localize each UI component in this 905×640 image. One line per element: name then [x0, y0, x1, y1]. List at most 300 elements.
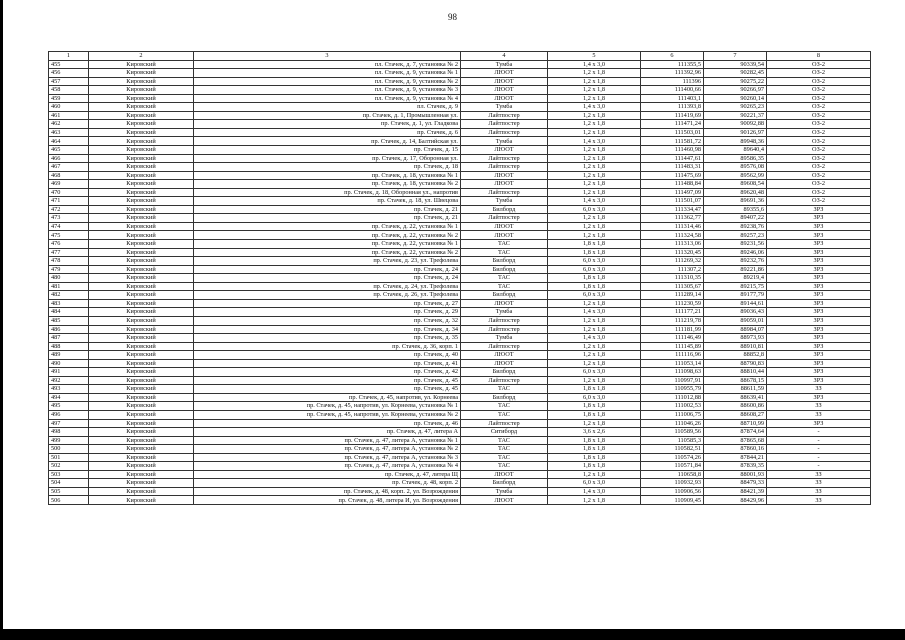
- address-cell: пр. Стачек, д. 47, литера А, установка № 2: [194, 445, 461, 454]
- coord-x-cell: 111497,09: [641, 188, 704, 197]
- table-row: [49, 351, 871, 360]
- district-cell: Кировский: [89, 103, 194, 112]
- structure-type-cell: Лайтпостер: [461, 120, 548, 129]
- district-cell: Кировский: [89, 445, 194, 454]
- size-cell: 6,0 x 3,0: [548, 479, 641, 488]
- coord-y-cell: 89144,61: [704, 299, 767, 308]
- district-cell: Кировский: [89, 137, 194, 146]
- zone-cell: ЗРЗ: [767, 214, 871, 223]
- coord-x-cell: 111269,32: [641, 257, 704, 266]
- row-number-cell: 465: [49, 146, 89, 155]
- table-row: [49, 86, 871, 95]
- coord-y-cell: 87865,68: [704, 436, 767, 445]
- table-row: [49, 496, 871, 505]
- size-cell: 1,2 x 1,8: [548, 214, 641, 223]
- row-number-cell: 502: [49, 462, 89, 471]
- coord-y-cell: 90339,54: [704, 60, 767, 69]
- coord-x-cell: 111289,14: [641, 291, 704, 300]
- table-header-row: [49, 52, 871, 61]
- zone-cell: ЗРЗ: [767, 248, 871, 257]
- district-cell: Кировский: [89, 419, 194, 428]
- address-cell: пр. Стачек, д. 17, Оборонная ул.: [194, 154, 461, 163]
- address-cell: пр. Стачек, д. 42: [194, 368, 461, 377]
- coord-x-cell: 111181,99: [641, 325, 704, 334]
- coord-x-cell: 111098,63: [641, 368, 704, 377]
- row-number-cell: 460: [49, 103, 89, 112]
- size-cell: 1,2 x 1,8: [548, 188, 641, 197]
- coord-y-cell: 90126,97: [704, 128, 767, 137]
- zone-cell: ОЗ-2: [767, 154, 871, 163]
- address-cell: пр. Стачек, д. 36, корп. 1: [194, 342, 461, 351]
- table-row: [49, 231, 871, 240]
- row-number-cell: 497: [49, 419, 89, 428]
- table-row: [49, 137, 871, 146]
- size-cell: 1,4 x 3,0: [548, 137, 641, 146]
- row-number-cell: 480: [49, 274, 89, 283]
- zone-cell: ЗРЗ: [767, 393, 871, 402]
- structure-type-cell: Билборд: [461, 265, 548, 274]
- zone-cell: -: [767, 445, 871, 454]
- address-cell: пр. Стачек, д. 47, литера А, установка № 4: [194, 462, 461, 471]
- row-number-cell: 461: [49, 111, 89, 120]
- row-number-cell: 462: [49, 120, 89, 129]
- district-cell: Кировский: [89, 222, 194, 231]
- table-row: [49, 257, 871, 266]
- header-cell: 6: [641, 52, 704, 61]
- coord-x-cell: 111145,89: [641, 342, 704, 351]
- coord-y-cell: 89608,54: [704, 180, 767, 189]
- address-cell: пр. Стачек, д. 47, литера А, установка № 1: [194, 436, 461, 445]
- row-number-cell: 456: [49, 69, 89, 78]
- district-cell: Кировский: [89, 111, 194, 120]
- row-number-cell: 494: [49, 393, 89, 402]
- size-cell: 1,4 x 3,0: [548, 60, 641, 69]
- coord-y-cell: 88479,33: [704, 479, 767, 488]
- structure-type-cell: ТАС: [461, 248, 548, 257]
- zone-cell: ЗРЗ: [767, 376, 871, 385]
- structure-type-cell: Лайтпостер: [461, 325, 548, 334]
- size-cell: 1,2 x 1,8: [548, 325, 641, 334]
- address-cell: пр. Стачек, д. 15: [194, 146, 461, 155]
- row-number-cell: 492: [49, 376, 89, 385]
- coord-x-cell: 110582,51: [641, 445, 704, 454]
- address-cell: пр. Стачек, д. 34: [194, 325, 461, 334]
- table-row: [49, 128, 871, 137]
- table-row: [49, 103, 871, 112]
- coord-y-cell: 89215,75: [704, 282, 767, 291]
- coord-y-cell: 89407,22: [704, 214, 767, 223]
- structure-type-cell: ЛЮОТ: [461, 231, 548, 240]
- table-row: [49, 479, 871, 488]
- zone-cell: ЗРЗ: [767, 240, 871, 249]
- district-cell: Кировский: [89, 265, 194, 274]
- coord-x-cell: 111146,49: [641, 334, 704, 343]
- zone-cell: ЗРЗ: [767, 222, 871, 231]
- coord-y-cell: 88600,86: [704, 402, 767, 411]
- zone-cell: ОЗ-2: [767, 163, 871, 172]
- structure-type-cell: Тумба: [461, 334, 548, 343]
- structure-type-cell: ЛЮОТ: [461, 470, 548, 479]
- row-number-cell: 500: [49, 445, 89, 454]
- zone-cell: ОЗ-2: [767, 111, 871, 120]
- row-number-cell: 477: [49, 248, 89, 257]
- district-cell: Кировский: [89, 163, 194, 172]
- coord-y-cell: 88910,81: [704, 342, 767, 351]
- coord-x-cell: 111392,96: [641, 69, 704, 78]
- structure-type-cell: Лайтпостер: [461, 214, 548, 223]
- coord-y-cell: 88973,93: [704, 334, 767, 343]
- zone-cell: ЗРЗ: [767, 265, 871, 274]
- coord-y-cell: 88984,07: [704, 325, 767, 334]
- address-cell: пр. Стачек, д. 18, Оборонная ул., напротив: [194, 188, 461, 197]
- district-cell: Кировский: [89, 291, 194, 300]
- coord-x-cell: 111305,67: [641, 282, 704, 291]
- address-cell: пл. Стачек, д. 9, установка № 1: [194, 69, 461, 78]
- zone-cell: ОЗ-2: [767, 197, 871, 206]
- district-cell: Кировский: [89, 154, 194, 163]
- table-row: [49, 376, 871, 385]
- row-number-cell: 498: [49, 428, 89, 437]
- table-row: [49, 240, 871, 249]
- coord-x-cell: 110571,84: [641, 462, 704, 471]
- address-cell: пл. Стачек, д. 9, установка № 4: [194, 94, 461, 103]
- table-row: [49, 393, 871, 402]
- coord-y-cell: 89059,01: [704, 316, 767, 325]
- zone-cell: ЗРЗ: [767, 231, 871, 240]
- table-row: [49, 299, 871, 308]
- coord-x-cell: 110658,8: [641, 470, 704, 479]
- row-number-cell: 491: [49, 368, 89, 377]
- coord-x-cell: 111230,59: [641, 299, 704, 308]
- district-cell: Кировский: [89, 77, 194, 86]
- coord-y-cell: 89355,6: [704, 205, 767, 214]
- district-cell: Кировский: [89, 325, 194, 334]
- table-row: [49, 325, 871, 334]
- district-cell: Кировский: [89, 180, 194, 189]
- coord-x-cell: 110955,79: [641, 385, 704, 394]
- address-cell: пр. Стачек, д. 22, установка № 1: [194, 240, 461, 249]
- row-number-cell: 471: [49, 197, 89, 206]
- size-cell: 6,0 x 3,0: [548, 265, 641, 274]
- address-cell: пр. Стачек, д. 18, установка № 2: [194, 180, 461, 189]
- scan-left-edge: [0, 0, 3, 640]
- table-row: [49, 274, 871, 283]
- table-row: [49, 462, 871, 471]
- row-number-cell: 493: [49, 385, 89, 394]
- address-cell: пр. Стачек, д. 1, ул. Гладкова: [194, 120, 461, 129]
- coord-x-cell: 111419,69: [641, 111, 704, 120]
- address-cell: пр. Стачек, д. 27: [194, 299, 461, 308]
- row-number-cell: 475: [49, 231, 89, 240]
- district-cell: Кировский: [89, 470, 194, 479]
- coord-x-cell: 111324,58: [641, 231, 704, 240]
- table-row: [49, 163, 871, 172]
- district-cell: Кировский: [89, 479, 194, 488]
- table-row: [49, 146, 871, 155]
- coord-x-cell: 111471,24: [641, 120, 704, 129]
- table-row: [49, 291, 871, 300]
- address-cell: пр. Стачек, д. 48, корп. 2, ул. Возрождения: [194, 487, 461, 496]
- size-cell: 3,6 x 2,6: [548, 428, 641, 437]
- address-cell: пр. Стачек, д. 24: [194, 274, 461, 283]
- row-number-cell: 455: [49, 60, 89, 69]
- table-row: [49, 428, 871, 437]
- size-cell: 1,2 x 1,8: [548, 86, 641, 95]
- size-cell: 1,2 x 1,8: [548, 171, 641, 180]
- zone-cell: ОЗ-2: [767, 180, 871, 189]
- table-row: [49, 214, 871, 223]
- coord-y-cell: 87874,64: [704, 428, 767, 437]
- size-cell: 1,8 x 1,8: [548, 410, 641, 419]
- structure-type-cell: ТАС: [461, 445, 548, 454]
- zone-cell: ОЗ-2: [767, 60, 871, 69]
- structure-type-cell: ЛЮОТ: [461, 299, 548, 308]
- address-cell: пл. Стачек, д. 9, установка № 2: [194, 77, 461, 86]
- coord-x-cell: 111581,72: [641, 137, 704, 146]
- size-cell: 1,2 x 1,8: [548, 342, 641, 351]
- coord-x-cell: 111501,07: [641, 197, 704, 206]
- size-cell: 1,2 x 1,8: [548, 351, 641, 360]
- coord-y-cell: 87860,16: [704, 445, 767, 454]
- coord-x-cell: 111393,8: [641, 103, 704, 112]
- header-cell: 5: [548, 52, 641, 61]
- district-cell: Кировский: [89, 274, 194, 283]
- table-row: [49, 205, 871, 214]
- structure-type-cell: Ситиборд: [461, 428, 548, 437]
- address-cell: пр. Стачек, д. 45, напротив, ул. Корнеева, установка № 1: [194, 402, 461, 411]
- table-row: [49, 180, 871, 189]
- district-cell: Кировский: [89, 496, 194, 505]
- size-cell: 1,8 x 1,8: [548, 248, 641, 257]
- size-cell: 1,4 x 3,0: [548, 334, 641, 343]
- address-cell: пр. Стачек, д. 48, корп. 2: [194, 479, 461, 488]
- address-cell: пр. Стачек, д. 45: [194, 385, 461, 394]
- district-cell: Кировский: [89, 376, 194, 385]
- structure-type-cell: Лайтпостер: [461, 342, 548, 351]
- table-row: [49, 487, 871, 496]
- size-cell: 6,0 x 3,0: [548, 393, 641, 402]
- size-cell: 1,2 x 1,8: [548, 120, 641, 129]
- zone-cell: ОЗ-2: [767, 77, 871, 86]
- scan-bottom-edge: [0, 629, 905, 640]
- row-number-cell: 458: [49, 86, 89, 95]
- district-cell: Кировский: [89, 487, 194, 496]
- coord-y-cell: 88639,41: [704, 393, 767, 402]
- table-row: [49, 359, 871, 368]
- structure-type-cell: ЛЮОТ: [461, 171, 548, 180]
- structure-type-cell: ТАС: [461, 240, 548, 249]
- structure-type-cell: Тумба: [461, 137, 548, 146]
- table-row: [49, 154, 871, 163]
- district-cell: Кировский: [89, 171, 194, 180]
- address-cell: пр. Стачек, д. 45, напротив, ул. Корнеева: [194, 393, 461, 402]
- address-cell: пр. Стачек, д. 26, ул. Трефолева: [194, 291, 461, 300]
- row-number-cell: 486: [49, 325, 89, 334]
- district-cell: Кировский: [89, 334, 194, 343]
- district-cell: Кировский: [89, 214, 194, 223]
- structure-type-cell: ЛЮОТ: [461, 77, 548, 86]
- table-row: [49, 69, 871, 78]
- size-cell: 1,2 x 1,8: [548, 222, 641, 231]
- district-cell: Кировский: [89, 128, 194, 137]
- size-cell: 1,2 x 1,8: [548, 154, 641, 163]
- table-row: [49, 77, 871, 86]
- row-number-cell: 474: [49, 222, 89, 231]
- zone-cell: ОЗ-2: [767, 137, 871, 146]
- row-number-cell: 466: [49, 154, 89, 163]
- district-cell: Кировский: [89, 393, 194, 402]
- address-cell: пр. Стачек, д. 41: [194, 359, 461, 368]
- zone-cell: ЗРЗ: [767, 342, 871, 351]
- structure-type-cell: Билборд: [461, 257, 548, 266]
- coord-y-cell: 88421,39: [704, 487, 767, 496]
- address-cell: пр. Стачек, д. 47, литера А: [194, 428, 461, 437]
- zone-cell: ОЗ-2: [767, 69, 871, 78]
- structure-type-cell: Тумба: [461, 308, 548, 317]
- structure-type-cell: Билборд: [461, 291, 548, 300]
- coord-x-cell: 110932,93: [641, 479, 704, 488]
- coord-x-cell: 111334,47: [641, 205, 704, 214]
- size-cell: 1,2 x 1,8: [548, 77, 641, 86]
- size-cell: 1,2 x 1,8: [548, 299, 641, 308]
- district-cell: Кировский: [89, 240, 194, 249]
- coord-y-cell: 90275,22: [704, 77, 767, 86]
- size-cell: 1,8 x 1,8: [548, 436, 641, 445]
- district-cell: Кировский: [89, 351, 194, 360]
- size-cell: 1,2 x 1,8: [548, 419, 641, 428]
- table-row: [49, 188, 871, 197]
- row-number-cell: 490: [49, 359, 89, 368]
- row-number-cell: 473: [49, 214, 89, 223]
- address-cell: пр. Стачек, д. 45, напротив, ул. Корнеева, установка № 2: [194, 410, 461, 419]
- zone-cell: ОЗ-2: [767, 86, 871, 95]
- address-cell: пр. Стачек, д. 1, Промышленная ул.: [194, 111, 461, 120]
- coord-x-cell: 110589,56: [641, 428, 704, 437]
- header-cell: 7: [704, 52, 767, 61]
- coord-x-cell: 110585,3: [641, 436, 704, 445]
- coord-y-cell: 90221,37: [704, 111, 767, 120]
- zone-cell: ЗРЗ: [767, 282, 871, 291]
- row-number-cell: 467: [49, 163, 89, 172]
- size-cell: 1,2 x 1,8: [548, 146, 641, 155]
- coord-y-cell: 88429,96: [704, 496, 767, 505]
- coord-x-cell: 111447,61: [641, 154, 704, 163]
- coord-x-cell: 110997,91: [641, 376, 704, 385]
- table-row: [49, 334, 871, 343]
- address-cell: пр. Стачек, д. 29: [194, 308, 461, 317]
- structure-type-cell: Билборд: [461, 393, 548, 402]
- structure-type-cell: Лайтпостер: [461, 419, 548, 428]
- coord-y-cell: 87839,35: [704, 462, 767, 471]
- coord-y-cell: 88790,83: [704, 359, 767, 368]
- table-row: [49, 436, 871, 445]
- table-body: [49, 52, 871, 505]
- size-cell: 1,2 x 1,8: [548, 111, 641, 120]
- zone-cell: ЗРЗ: [767, 257, 871, 266]
- district-cell: Кировский: [89, 257, 194, 266]
- coord-x-cell: 111002,53: [641, 402, 704, 411]
- coord-y-cell: 89640,4: [704, 146, 767, 155]
- structure-type-cell: Лайтпостер: [461, 128, 548, 137]
- structure-type-cell: Билборд: [461, 368, 548, 377]
- coord-x-cell: 111313,06: [641, 240, 704, 249]
- size-cell: 1,2 x 1,8: [548, 163, 641, 172]
- coord-x-cell: 111012,88: [641, 393, 704, 402]
- address-cell: пр. Стачек, д. 18: [194, 163, 461, 172]
- district-cell: Кировский: [89, 94, 194, 103]
- structure-type-cell: Лайтпостер: [461, 376, 548, 385]
- row-number-cell: 487: [49, 334, 89, 343]
- size-cell: 1,2 x 1,8: [548, 231, 641, 240]
- coord-y-cell: 88611,59: [704, 385, 767, 394]
- address-cell: пр. Стачек, д. 14, Балтийская ул.: [194, 137, 461, 146]
- size-cell: 6,0 x 3,0: [548, 257, 641, 266]
- structure-type-cell: ТАС: [461, 402, 548, 411]
- district-cell: Кировский: [89, 282, 194, 291]
- row-number-cell: 506: [49, 496, 89, 505]
- size-cell: 6,0 x 3,0: [548, 291, 641, 300]
- row-number-cell: 499: [49, 436, 89, 445]
- coord-y-cell: 90265,23: [704, 103, 767, 112]
- structure-type-cell: ЛЮОТ: [461, 351, 548, 360]
- coord-y-cell: 90260,14: [704, 94, 767, 103]
- district-cell: Кировский: [89, 231, 194, 240]
- structure-type-cell: Тумба: [461, 197, 548, 206]
- coord-y-cell: 90266,97: [704, 86, 767, 95]
- page-number: 98: [448, 12, 457, 22]
- district-cell: Кировский: [89, 205, 194, 214]
- zone-cell: ЗРЗ: [767, 316, 871, 325]
- district-cell: Кировский: [89, 69, 194, 78]
- coord-y-cell: 89221,86: [704, 265, 767, 274]
- size-cell: 1,8 x 1,8: [548, 385, 641, 394]
- district-cell: Кировский: [89, 368, 194, 377]
- district-cell: Кировский: [89, 60, 194, 69]
- zone-cell: ОЗ-2: [767, 188, 871, 197]
- row-number-cell: 484: [49, 308, 89, 317]
- zone-cell: ОЗ-2: [767, 103, 871, 112]
- district-cell: Кировский: [89, 197, 194, 206]
- header-cell: 8: [767, 52, 871, 61]
- coord-x-cell: 111362,77: [641, 214, 704, 223]
- table-row: [49, 402, 871, 411]
- address-cell: пр. Стачек, д. 22, установка № 2: [194, 248, 461, 257]
- table-row: [49, 419, 871, 428]
- structure-type-cell: ЛЮОТ: [461, 359, 548, 368]
- coord-x-cell: 111177,21: [641, 308, 704, 317]
- coord-y-cell: 88810,44: [704, 368, 767, 377]
- address-cell: пр. Стачек, д. 35: [194, 334, 461, 343]
- coord-x-cell: 111396: [641, 77, 704, 86]
- coord-x-cell: 111307,2: [641, 265, 704, 274]
- coord-x-cell: 111488,84: [641, 180, 704, 189]
- address-cell: пл. Стачек, д. 9, установка № 3: [194, 86, 461, 95]
- district-cell: Кировский: [89, 299, 194, 308]
- address-cell: пр. Стачек, д. 6: [194, 128, 461, 137]
- district-cell: Кировский: [89, 359, 194, 368]
- table-row: [49, 120, 871, 129]
- district-cell: Кировский: [89, 316, 194, 325]
- table-row: [49, 282, 871, 291]
- coord-y-cell: 90282,45: [704, 69, 767, 78]
- coord-y-cell: 89257,23: [704, 231, 767, 240]
- zone-cell: ЗЗ: [767, 402, 871, 411]
- structure-type-cell: Тумба: [461, 487, 548, 496]
- coord-x-cell: 111460,98: [641, 146, 704, 155]
- table-row: [49, 60, 871, 69]
- address-cell: пр. Стачек, д. 24: [194, 265, 461, 274]
- zone-cell: ОЗ-2: [767, 94, 871, 103]
